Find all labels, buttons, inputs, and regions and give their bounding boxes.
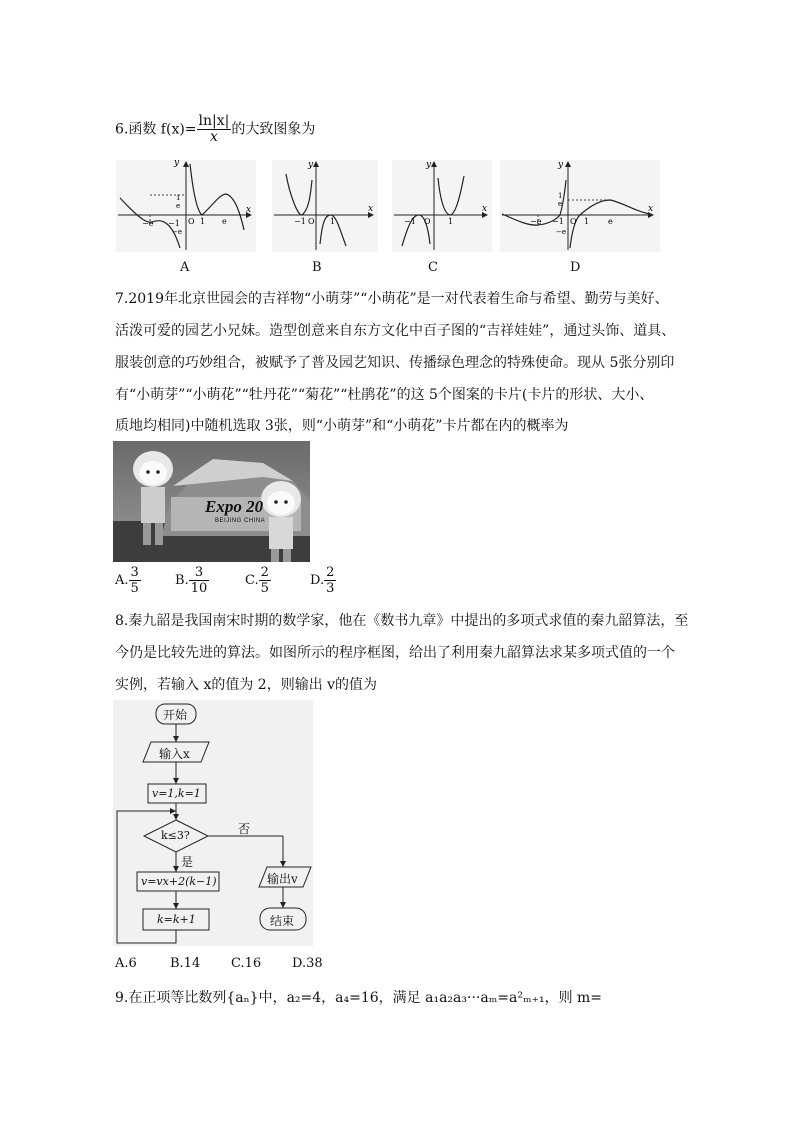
flow-output: 输出v	[267, 872, 298, 886]
q6-frac-num: ln|x|	[198, 113, 230, 129]
svg-text:e: e	[558, 200, 563, 208]
graph-b	[272, 160, 378, 252]
svg-text:y: y	[558, 160, 564, 170]
svg-text:y: y	[426, 160, 432, 170]
flow-update: v=vx+2(k−1)	[141, 875, 217, 888]
photo-beijing-text: BEIJING CHINA	[215, 518, 266, 524]
svg-text:x: x	[246, 205, 252, 215]
svg-text:−e: −e	[530, 217, 542, 226]
mascot-photo	[113, 441, 310, 562]
q7-line-4: 有“小萌芽”“小萌花”“牡丹花”“菊花”“杜鹃花”的这 5个图案的卡片(卡片的形状、大小、	[115, 387, 654, 403]
q6-frac-den: x	[210, 129, 218, 145]
svg-text:e: e	[176, 202, 181, 210]
svg-text:O: O	[424, 217, 431, 226]
question-6-stem	[115, 114, 315, 154]
graph-d	[500, 160, 660, 252]
svg-text:O: O	[308, 217, 315, 226]
svg-text:1: 1	[584, 217, 590, 226]
svg-text:e: e	[222, 217, 227, 226]
q7-line-5: 质地均相同)中随机选取 3张，则“小萌芽”和“小萌花”卡片都在内的概率为	[115, 418, 569, 434]
svg-text:−1: −1	[168, 219, 180, 228]
svg-text:y: y	[308, 160, 314, 170]
flow-start: 开始	[163, 708, 188, 722]
q8-option-b: B.14	[170, 956, 201, 971]
q8-option-d: D.38	[292, 956, 323, 971]
flow-end: 结束	[270, 914, 295, 928]
svg-text:e: e	[608, 217, 613, 226]
svg-text:x: x	[368, 204, 374, 214]
svg-text:−1: −1	[294, 217, 306, 226]
svg-text:1: 1	[176, 194, 181, 202]
q6-prefix: 6.函数 f(x)=	[115, 121, 197, 138]
svg-text:−e: −e	[556, 228, 567, 236]
q7-line-2: 活泼可爱的园艺小兄妹。造型创意来自东方文化中百子图的“吉祥娃娃”，通过头饰、道具、	[115, 323, 676, 339]
q8-option-c: C.16	[231, 956, 262, 971]
q6-fraction	[197, 114, 232, 145]
flow-yes: 是	[181, 855, 194, 869]
svg-text:x: x	[648, 204, 654, 214]
flow-condition: k≤3?	[161, 829, 190, 842]
flowchart	[113, 700, 313, 946]
svg-text:x: x	[482, 204, 488, 214]
q7-option-c: C. $\frac{2}{5}$	[245, 565, 269, 596]
flow-input: 输入x	[159, 747, 190, 761]
svg-text:−e: −e	[172, 228, 183, 236]
graph-a	[116, 160, 256, 252]
graph-a-label: A	[180, 260, 190, 275]
graph-b-label: B	[312, 260, 322, 275]
photo-expo-text: Expo 20	[205, 497, 264, 516]
svg-text:y: y	[174, 160, 180, 168]
graph-c-label: C	[428, 260, 438, 275]
svg-text:1: 1	[558, 192, 563, 200]
q8-line-3: 实例，若输入 x的值为 2，则输出 v的值为	[115, 677, 378, 693]
q9-stem: 9.在正项等比数列{aₙ}中，a₂=4，a₄=16，满足 a₁a₂a₃···aₘ=a²ₘ₊₁，则 m=	[115, 990, 603, 1006]
q8-line-1: 8.秦九韶是我国南宋时期的数学家，他在《数书九章》中提出的多项式求值的秦九韶算法，至	[115, 613, 689, 629]
svg-text:1: 1	[330, 217, 336, 226]
svg-text:O: O	[570, 217, 577, 226]
q8-line-2: 今仍是比较先进的算法。如图所示的程序框图，给出了利用秦九韶算法求某多项式值的一个	[115, 645, 675, 661]
flow-init: v=1,k=1	[152, 787, 201, 800]
q8-option-a: A.6	[115, 956, 137, 971]
graph-d-label: D	[570, 260, 581, 275]
q7-option-a: A. $\frac{3}{5}$	[115, 565, 139, 596]
q7-option-d: D. $\frac{2}{3}$	[310, 565, 335, 596]
svg-text:−e: −e	[142, 219, 154, 228]
svg-text:−1: −1	[552, 217, 564, 226]
svg-text:−1: −1	[404, 217, 416, 226]
q7-option-b: B. $\frac{3}{10}$	[175, 565, 208, 596]
q7-line-1: 7.2019年北京世园会的吉祥物“小萌芽”“小萌花”是一对代表着生命与希望、勤劳与美好、	[115, 291, 669, 307]
q6-suffix: 的大致图象为	[231, 121, 316, 138]
svg-text:1: 1	[448, 217, 454, 226]
q7-line-3: 服装创意的巧妙组合，被赋予了普及园艺知识、传播绿色理念的特殊使命。现从 5张分别印	[115, 355, 675, 371]
flow-increment: k=k+1	[157, 913, 196, 926]
svg-text:1: 1	[200, 217, 206, 226]
svg-text:O: O	[188, 217, 195, 226]
graph-c	[392, 160, 492, 252]
flow-no: 否	[238, 822, 251, 836]
